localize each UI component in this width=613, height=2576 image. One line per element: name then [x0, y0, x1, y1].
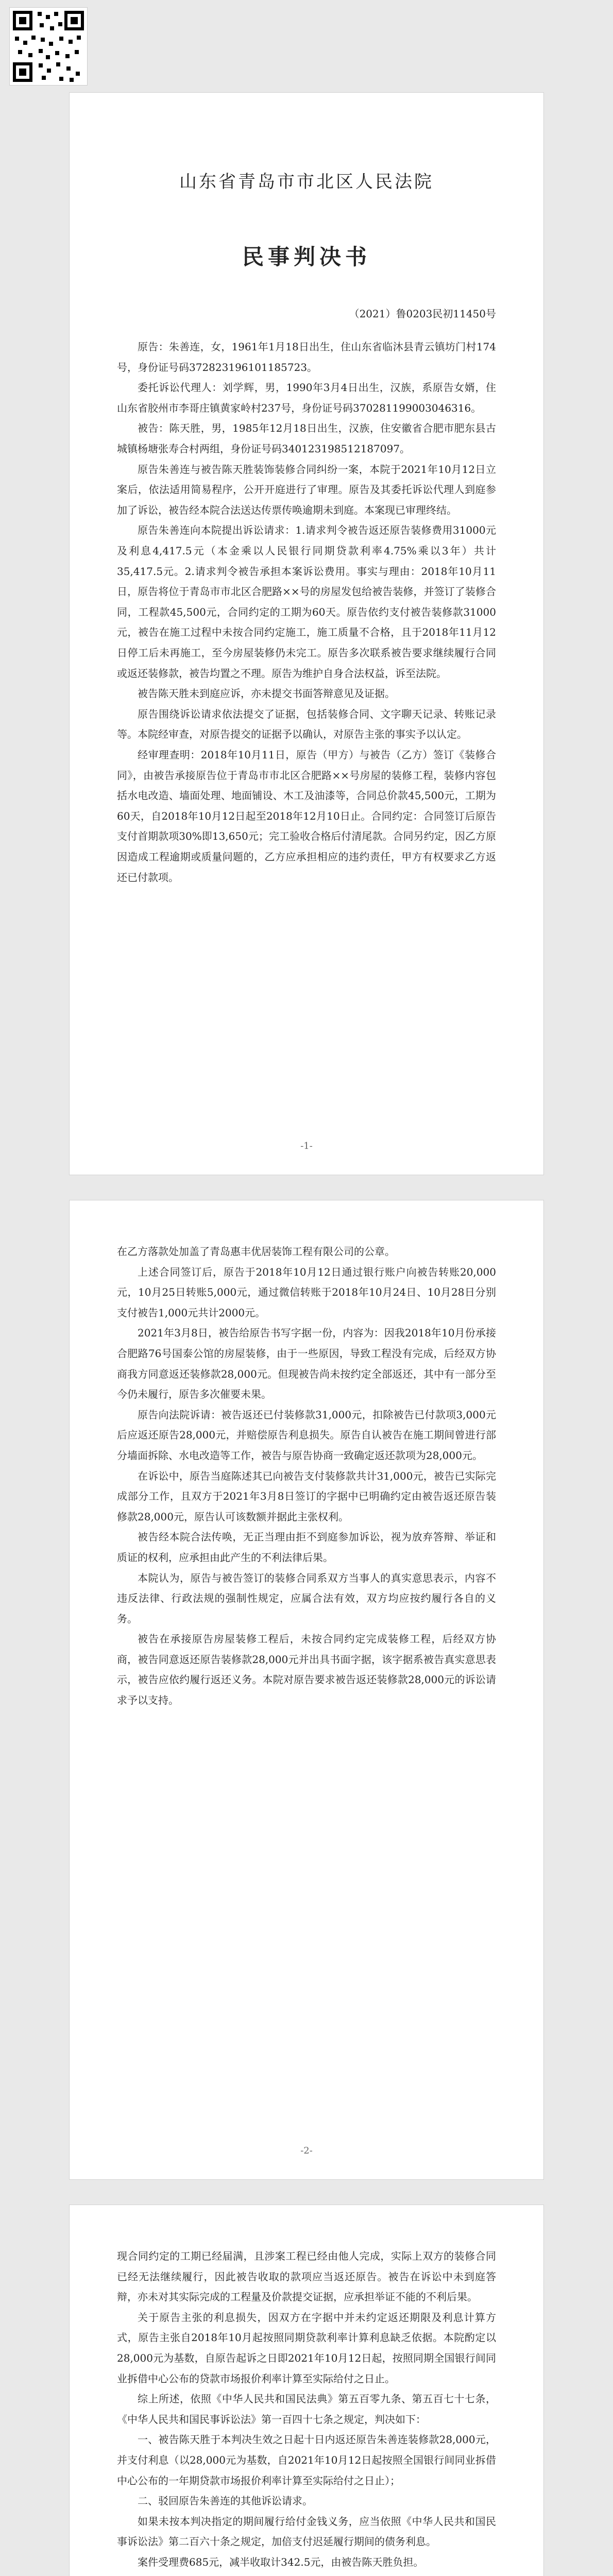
page-2-content [117, 1242, 496, 1711]
case-number: （2021）鲁0203民初11450号 [349, 308, 496, 320]
paragraph [117, 2573, 496, 2576]
paragraph: 原告朱善连与被告陈天胜装饰装修合同纠纷一案，本院于2021年10月12日立案后，依法适用简易程序，公开开庭进行了审理。原告及其委托诉讼代理人到庭参加了诉讼，被告经本院合法送达传票传唤逾期未到庭。本案现已审理终结。 [117, 463, 496, 516]
document-page-3 [70, 2205, 543, 2576]
paragraph: 2021年3月8日，被告给原告书写字据一份，内容为：因我2018年10月份承接合肥路76号国泰公馆的房屋装修，由于一些原因，导致工程没有完成，后经双方协商我方同意返还装修款28,000元。但现被告尚未按约定全部返还，其中有一部分至今仍未履行，原告多次催要未果。 [117, 1327, 496, 1401]
page-1-content [117, 134, 496, 888]
paragraph: 被告经本院合法传唤，无正当理由拒不到庭参加诉讼，视为放弃答辩、举证和质证的权利，应承担由此产生的不利法律后果。 [117, 1531, 496, 1564]
paragraph: 现合同约定的工期已经届满，且涉案工程已经由他人完成，实际上双方的装修合同已经无法继续履行，因此被告收取的款项应当返还原告。被告在诉讼中未到庭答辩，亦未对其实际完成的工程量及价款提交证据，应承担举证不能的不利后果。 [117, 2250, 496, 2303]
court-name: 山东省青岛市市北区人民法院 [179, 172, 434, 192]
paragraph: 原告围绕诉讼请求依法提交了证据，包括装修合同、文字聊天记录、转账记录等。本院经审查，对原告提交的证据予以确认，对原告主张的事实予以认定。 [117, 707, 496, 741]
paragraph: 被告：陈天胜，男，1985年12月18日出生，汉族，住安徽省合肥市肥东县古城镇杨塘张寿合村两组，身份证号码340123198512187097。 [117, 422, 496, 455]
paragraph: 如果未按本判决指定的期间履行给付金钱义务，应当依照《中华人民共和国民事诉讼法》第二百六十条之规定，加倍支付迟延履行期间的债务利息。 [117, 2515, 496, 2548]
document-page-2 [70, 1200, 543, 2179]
page-3-content [117, 2246, 496, 2576]
paragraph: 关于原告主张的利息损失，因双方在字据中并未约定返还期限及利息计算方式，原告主张自2018年10月起按照同期贷款利率计算利息缺乏依据。本院酌定以28,000元为基数，自原告起诉之日即2021年10月12日起，按照同期全国银行间同业拆借中心公布的贷款市场报价利率计算至实际给付之日止。 [117, 2311, 496, 2385]
paragraph: 上述合同签订后，原告于2018年10月12日通过银行账户向被告转账20,000元，10月25日转账5,000元，通过微信转账于2018年10月24日、10月28日分别支付被告1,000元共计2000元。 [117, 1265, 496, 1319]
paragraph: 本院认为，原告与被告签订的装修合同系双方当事人的真实意思表示，内容不违反法律、行政法规的强制性规定，应属合法有效，双方均应按约履行各自的义务。 [117, 1571, 496, 1625]
paragraph: 被告在承接原告房屋装修工程后，未按合同约定完成装修工程，后经双方协商，被告同意返还原告装修款28,000元并出具书面字据，该字据系被告真实意思表示，被告应依约履行返还义务。本院对原告要求被告返还装修款28,000元的诉讼请求予以支持。 [117, 1633, 496, 1707]
paragraph: 经审理查明：2018年10月11日，原告（甲方）与被告（乙方）签订《装修合同》，由被告承接原告位于青岛市市北区合肥路××号房屋的装修工程，装修内容包括水电改造、墙面处理、地面铺设、木工及油漆等，合同总价款45,500元，工期为60天，自2018年10月12日起至2018年12月10日止。合同约定：合同签订后原告支付首期款项30%即13,650元；完工验收合格后付清尾款。合同另约定，因乙方原因造成工程逾期或质量问题的，乙方应承担相应的违约责任，甲方有权要求乙方返还已付款项。 [117, 748, 496, 884]
paragraph: 在诉讼中，原告当庭陈述其已向被告支付装修款共计31,000元，被告已实际完成部分工作，且双方于2021年3月8日签订的字据中已明确约定由被告返还原告装修款28,000元，原告认可该数额并据此主张权利。 [117, 1469, 496, 1523]
page-number: -1- [300, 1141, 313, 1151]
paragraph: 在乙方落款处加盖了青岛惠丰优居装饰工程有限公司的公章。 [117, 1245, 395, 1258]
page-number: -2- [300, 2145, 313, 2156]
paragraph: 原告：朱善连，女，1961年1月18日出生，住山东省临沐县青云镇坊门村174号，身份证号码372823196101185723。 [117, 341, 496, 374]
paragraph: 原告朱善连向本院提出诉讼请求：1.请求判令被告返还原告装修费用31000元及利息4,417.5元（本金乘以人民银行同期贷款利率4.75%乘以3年）共计35,417.5元。2.请求判令被告承担本案诉讼费用。事实与理由：2018年10月11日，原告将位于青岛市市北区合肥路××号的房屋发包给被告装修，并签订了装修合同，工程款45,500元，合同约定的工期为60天。原告依约支付被告装修款31000元，被告在施工过程中未按合同约定施工，施工质量不合格，且于2018年11月12日停工后未再施工，至今房屋装修仍未完工。原告多次联系被告要求继续履行合同或返还装修款，被告均置之不理。原告为维护自身合法权益，诉至法院。 [117, 524, 496, 680]
paragraph: 二、驳回原告朱善连的其他诉讼请求。 [138, 2495, 313, 2507]
document-page-1 [70, 93, 543, 1175]
qr-code [9, 7, 88, 86]
paragraph: 被告陈天胜未到庭应诉，亦未提交书面答辩意见及证据。 [138, 687, 395, 700]
paragraph: 案件受理费685元，减半收取计342.5元，由被告陈天胜负担。 [138, 2555, 424, 2568]
document-title: 民事判决书 [242, 244, 371, 270]
paragraph: 一、被告陈天胜于本判决生效之日起十日内返还原告朱善连装修款28,000元，并支付利息（以28,000元为基数，自2021年10月12日起按照全国银行间同业拆借中心公布的一年期贷款市场报价利率计算至实际给付之日止）； [117, 2433, 496, 2487]
paragraph: 原告向法院诉请：被告返还已付装修款31,000元，扣除被告已付款项3,000元后应返还原告28,000元，并赔偿原告利息损失。原告自认被告在施工期间曾进行部分墙面拆除、水电改造等工作，被告与原告协商一致确定返还款项为28,000元。 [117, 1408, 496, 1462]
paragraph: 综上所述，依照《中华人民共和国民法典》第五百零九条、第五百七十七条，《中华人民共和国民事诉讼法》第一百四十七条之规定，判决如下： [117, 2393, 496, 2426]
paragraph: 委托诉讼代理人：刘学辉，男，1990年3月4日出生，汉族，系原告女婿，住山东省胶州市李哥庄镇黄家岭村237号，身份证号码370281199003046316。 [117, 381, 496, 414]
